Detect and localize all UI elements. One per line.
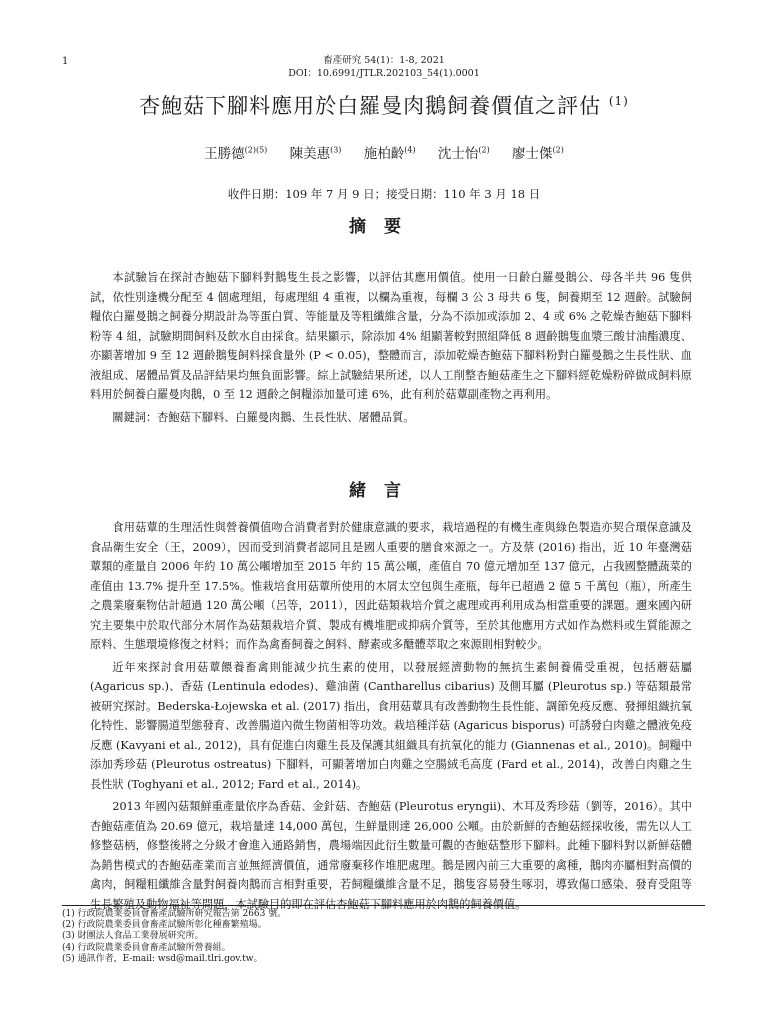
author-name: 陳美惠 xyxy=(289,146,331,162)
author xyxy=(512,146,564,162)
keywords: 關鍵詞：杏鮑菇下腳料、白羅曼肉鵝、生長性狀、屠體品質。 xyxy=(112,410,415,424)
footnote: (2) 行政院農業委員會畜產試驗所彰化種畜繁殖場。 xyxy=(62,920,267,931)
journal-citation: 畜產研究 54(1)：1-8, 2021 xyxy=(323,55,445,66)
footnote: (1) 行政院農業委員會畜產試驗所研究報告第 2663 號。 xyxy=(62,909,287,919)
journal-header xyxy=(0,54,768,80)
author-affiliation: (2)(5) xyxy=(244,145,268,155)
author xyxy=(364,146,416,162)
author xyxy=(290,146,342,162)
doi: DOI：10.6991/JTLR.202103_54(1).0001 xyxy=(288,68,480,79)
author xyxy=(204,146,267,162)
footnote: (3) 財團法人食品工業發展研究所。 xyxy=(62,931,204,942)
introduction-heading: 緒言 xyxy=(349,481,419,501)
author-affiliation: (3) xyxy=(330,145,342,155)
footnote-divider xyxy=(62,905,705,906)
received-accepted-dates: 收件日期：109 年 7 月 9 日；接受日期：110 年 3 月 18 日 xyxy=(227,187,541,201)
author-list xyxy=(0,142,768,162)
author-affiliation: (2) xyxy=(478,145,490,155)
page-number: 1 xyxy=(62,56,69,67)
footnote: (4) 行政院農業委員會畜產試驗所營養組。 xyxy=(62,942,231,953)
footnotes xyxy=(62,909,286,965)
abstract-heading: 摘要 xyxy=(349,217,419,237)
intro-paragraph-2: 近年來探討食用菇蕈餵養畜禽則能減少抗生素的使用，以發展經濟動物的無抗生素飼養備受重視，包括蘑菇屬 (Agaricus sp.)、香菇 (Lentinula edodes)、雞油菌 (Cantharellus cibarius) 及側耳屬 (Pleurotus sp.) 等菇類最常被研究探討。Bederska-Łojewska et al. (2017) 指出，食用菇蕈具有改善動物生長性能、調節免疫反應、發揮組織抗氧化特性、影響腸道型態發育、改善腸道內微生物菌相等功效。栽培種洋菇 (Agaricus bisporus) 可誘發白肉雞之體液免疫反應 (Kavyani et al., 2012)，具有促進白肉雞生長及保護其組織具有抗氧化的能力 (Giannenas et al., 2010)。飼糧中添加秀珍菇 (Pleurotus ostreatus) 下腳料，可顯著增加白肉雞之空腸絨毛高度 (Fard et al., 2014)，改善白肉雞之生長性狀 (Toghyani et al., 2012; Fard et al., 2014)。 xyxy=(90,660,692,791)
author-name: 沈士怡 xyxy=(437,146,479,162)
title-text: 杏鮑菇下腳料應用於白羅曼肉鵝飼養價值之評估 xyxy=(139,94,602,118)
paper-title xyxy=(0,90,768,120)
introduction-section xyxy=(90,518,692,914)
author xyxy=(438,146,490,162)
footnote: (5) 通訊作者，E-mail: wsd@mail.tlri.gov.tw。 xyxy=(62,953,263,964)
author-name: 王勝德 xyxy=(204,146,245,162)
author-name: 施柏齡 xyxy=(363,146,405,162)
author-affiliation: (2) xyxy=(552,145,564,155)
author-name: 廖士傑 xyxy=(512,146,553,162)
intro-paragraph-1: 食用菇蕈的生理活性與營養價值吻合消費者對於健康意識的要求，栽培過程的有機生產與綠色製造亦契合環保意識及食品衛生安全（王，2009），因而受到消費者認同且是國人重要的膳食來源之一。方及蔡 (2016) 指出，近 10 年臺灣菇蕈類的產量自 2006 年約 10 萬公噸增加至 2015 年約 15 萬公噸，產值自 70 億元增加至 137 億元，占我國整體蔬菜的產值由 13.7% 提升至 17.5%。惟栽培食用菇蕈所使用的木屑太空包與生產瓶，每年已超過 2 億 5 千萬包（瓶），所產生之農業廢棄物估計超過 120 萬公噸（呂等，2011），因此菇類栽培介質之處理或再利用成為相當重要的課題。邇來國內研究主要集中於取代部分木屑作為菇類栽培介質、製成有機堆肥或抑病介質等，至於其他應用方式如作為燃料或生質能源之原料、生態環境修復之材料；而作為禽畜飼養之飼料、酵素或多醣體萃取之來源則相對較少。 xyxy=(90,521,692,651)
intro-paragraph-3: 2013 年國內菇類鮮重產量依序為香菇、金針菇、杏鮑菇 (Pleurotus eryngii)、木耳及秀珍菇（劉等，2016）。其中杏鮑菇產值為 20.69 億元，栽培量達 14,000 萬包，生鮮量則達 26,000 公噸。由於新鮮的杏鮑菇經採收後，需先以人工修整菇柄，修整後將之分級才會進入通路銷售，農場端因此衍生數量可觀的杏鮑菇整形下腳料。此種下腳料對以新鮮菇體為銷售模式的杏鮑菇產業而言並無經濟價值，通常廢棄移作堆肥處理。鵝是國內前三大重要的禽種，鵝肉亦屬相對高價的禽肉，飼糧粗纖維含量對飼養肉鵝而言相對重要，若飼糧纖維含量不足，鵝隻容易發生啄羽，導致傷口感染、發育受阻等生長繁殖及動物福祉等問題，本試驗目的即在評估杏鮑菇下腳料應用於肉鵝的飼養價值。 xyxy=(90,800,692,911)
author-affiliation: (4) xyxy=(404,145,416,155)
abstract-section xyxy=(90,268,692,427)
abstract-body: 本試驗旨在探討杏鮑菇下腳料對鵝隻生長之影響，以評估其應用價值。使用一日齡白羅曼鵝公、母各半共 96 隻供試，依性別逢機分配至 4 個處理組，每處理組 4 重複，以欄為重複，每欄 3 公 3 母共 6 隻，飼養期至 12 週齡。試驗飼糧依白羅曼鵝之飼養分期設計為等蛋白質、等能量及等粗纖維含量，分為不添加或添加 2、4 或 6% 之乾燥杏鮑菇下腳料粉等 4 組，試驗期間飼料及飲水自由採食。結果顯示，除添加 4% 組顯著較對照組降低 8 週齡鵝隻血漿三酸甘油酯濃度、亦顯著增加 9 至 12 週齡鵝隻飼料採食量外 (P < 0.05)，整體而言，添加乾燥杏鮑菇下腳料粉對白羅曼鵝之生長性狀、血液組成、屠體品質及品評結果均無負面影響。綜上試驗結果所述，以人工削整杏鮑菇產生之下腳料經乾燥粉碎做成飼料原料用於飼養白羅曼肉鵝，0 至 12 週齡之飼糧添加量可達 6%，此有利於菇蕈副產物之再利用。 xyxy=(90,271,692,401)
title-footnote-mark: (1) xyxy=(608,94,629,108)
